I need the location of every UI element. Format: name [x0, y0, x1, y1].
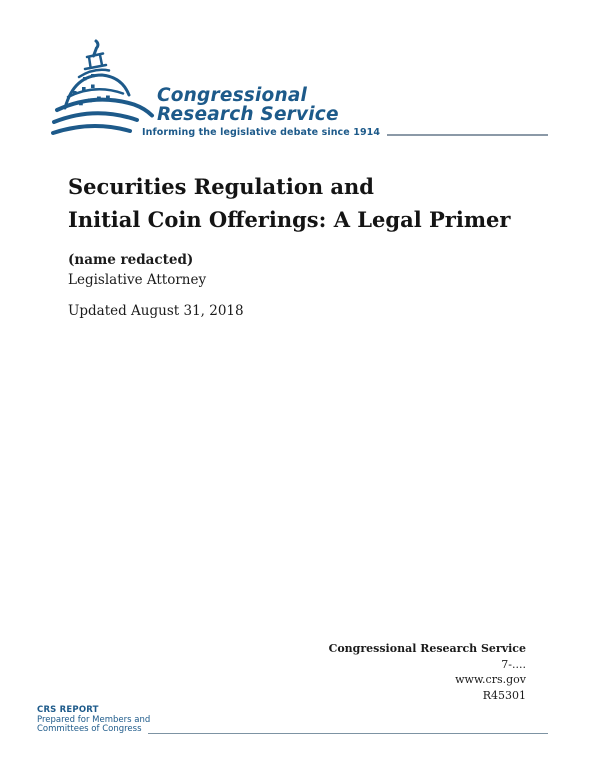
logo-wordmark: [157, 86, 339, 124]
masthead-rule: [387, 134, 548, 136]
footer-phone: 7-....: [501, 657, 526, 671]
footer-publication-info: [329, 641, 526, 703]
footer-crs-report-block: [37, 706, 548, 735]
logo-wordmark-line1: Congressional: [157, 85, 308, 106]
footer-org-name: Congressional Research Service: [328, 642, 526, 655]
footer-rule: [148, 733, 548, 734]
committees-row: [37, 725, 548, 735]
report-title: [68, 170, 510, 236]
author-role: Legislative Attorney: [68, 272, 207, 288]
crs-report-label: CRS REPORT: [37, 705, 99, 715]
masthead-tagline-row: [142, 127, 548, 138]
report-title-line1: Securities Regulation and: [68, 174, 374, 199]
footer-website: www.crs.gov: [455, 673, 526, 686]
report-title-line2: Initial Coin Offerings: A Legal Primer: [68, 207, 511, 232]
logo-wordmark-line2: Research Service: [157, 104, 339, 125]
committees-line: Committees of Congress: [37, 724, 142, 734]
updated-date: Updated August 31, 2018: [68, 303, 244, 319]
prepared-for-line: Prepared for Members and: [37, 714, 151, 725]
report-number: R45301: [482, 688, 526, 702]
capitol-dome-icon: [50, 36, 155, 142]
author-block: [68, 250, 244, 321]
logo-tagline: Informing the legislative debate since 1914: [142, 127, 381, 138]
author-name: (name redacted): [68, 252, 194, 268]
